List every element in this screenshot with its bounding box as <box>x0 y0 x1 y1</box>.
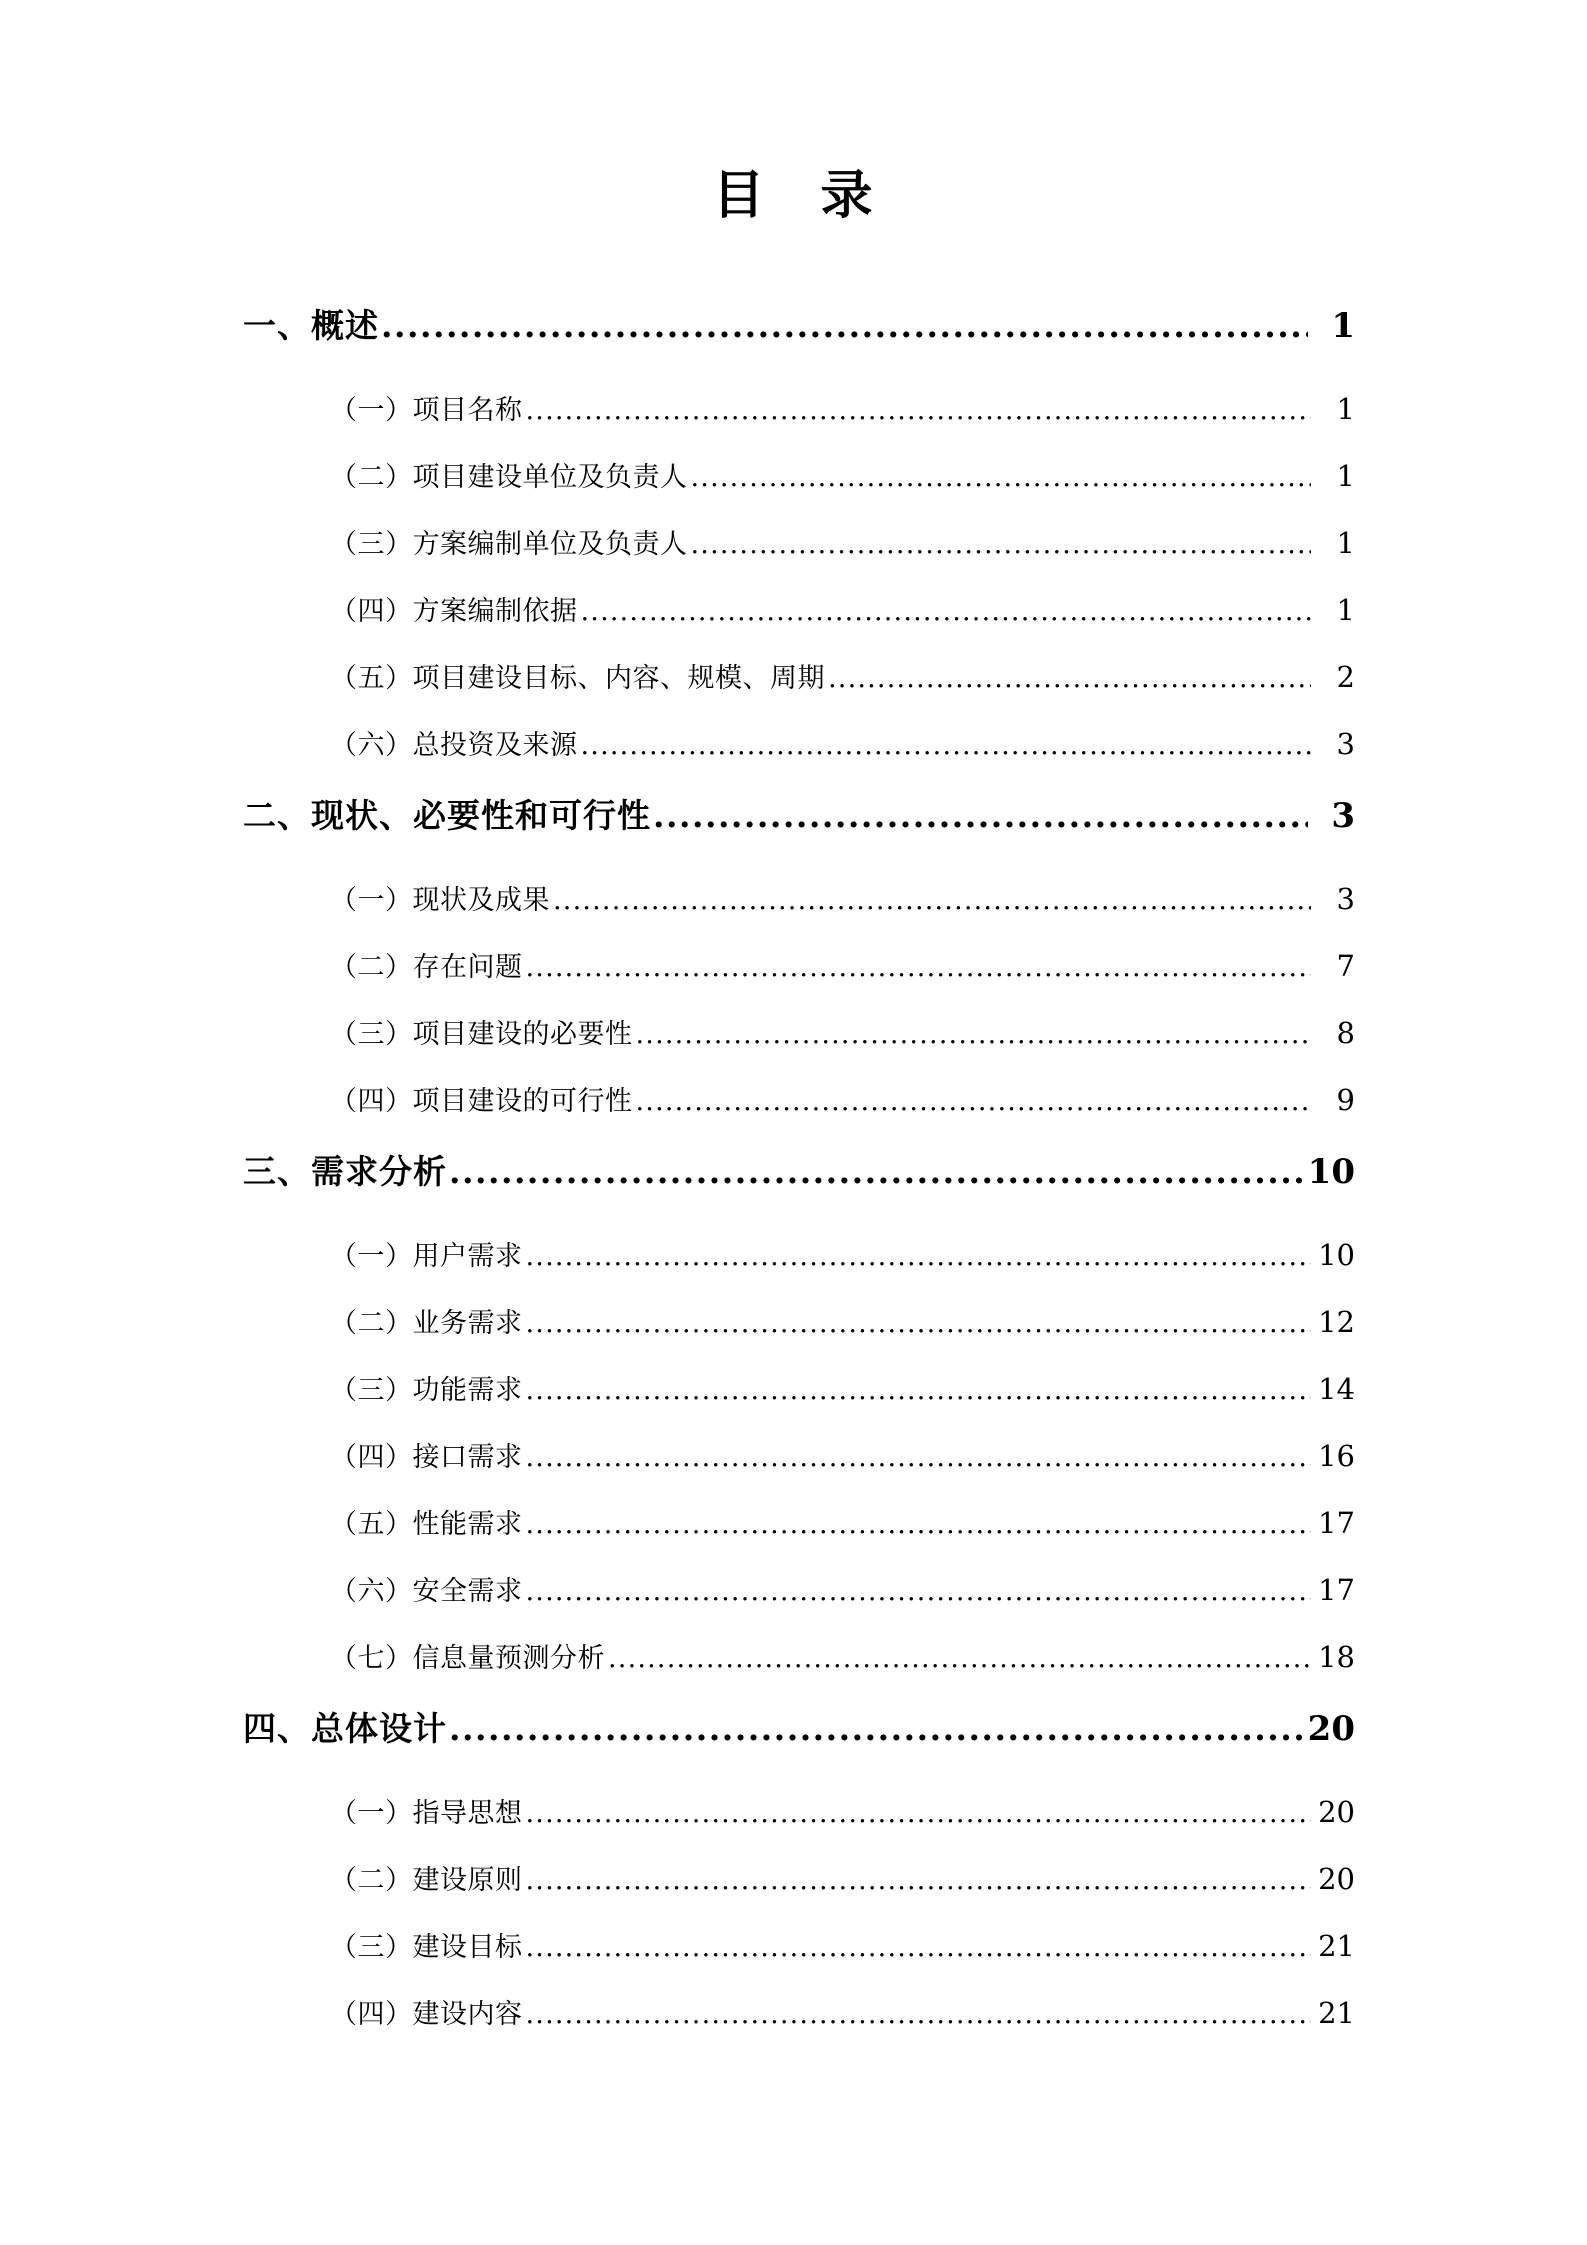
toc-entry-label: （六）安全需求 <box>330 1576 523 1607</box>
dot-leader <box>526 397 1312 424</box>
dot-leader <box>526 1578 1312 1605</box>
toc-entry-level-2[interactable] <box>0 1012 1587 1079</box>
toc-entry-level-2[interactable] <box>0 1858 1587 1925</box>
toc-entry-level-2[interactable] <box>0 1791 1587 1858</box>
toc-entry-level-1[interactable] <box>0 1146 1587 1234</box>
toc-entry-page-number: 3 <box>1336 882 1355 916</box>
dot-leader <box>449 1712 1307 1745</box>
dot-leader <box>636 1088 1312 1115</box>
dot-leader <box>828 665 1311 692</box>
toc-entry-label: （四）接口需求 <box>330 1442 523 1473</box>
toc-entry-level-1[interactable] <box>0 300 1587 388</box>
toc-entry-level-2[interactable] <box>0 1925 1587 1992</box>
toc-entry-page-number: 3 <box>1331 796 1355 836</box>
toc-entry-label: （四）方案编制依据 <box>330 596 578 627</box>
toc-entry-label: 三、需求分析 <box>243 1152 447 1191</box>
toc-entry-level-2[interactable] <box>0 1636 1587 1703</box>
dot-leader <box>526 1243 1312 1270</box>
toc-entry-level-2[interactable] <box>0 388 1587 455</box>
toc-entry-label: （三）方案编制单位及负责人 <box>330 529 688 560</box>
toc-entry-level-1[interactable] <box>0 790 1587 878</box>
dot-leader <box>526 1934 1312 1961</box>
toc-entry-page-number: 7 <box>1336 949 1355 983</box>
dot-leader <box>653 799 1308 832</box>
toc-entry-page-number: 1 <box>1331 306 1355 346</box>
toc-entry-label: （二）存在问题 <box>330 952 523 983</box>
toc-entry-level-2[interactable] <box>0 656 1587 723</box>
toc-entry-level-2[interactable] <box>0 455 1587 522</box>
toc-entry-level-2[interactable] <box>0 522 1587 589</box>
dot-leader <box>553 887 1311 914</box>
toc-entry-page-number: 10 <box>1307 1152 1355 1192</box>
toc-entry-label: （五）项目建设目标、内容、规模、周期 <box>330 663 825 694</box>
dot-leader <box>691 531 1312 558</box>
toc-entry-level-2[interactable] <box>0 1368 1587 1435</box>
toc-entry-label: （四）建设内容 <box>330 1999 523 2030</box>
dot-leader <box>526 1377 1312 1404</box>
toc-entry-level-2[interactable] <box>0 1502 1587 1569</box>
dot-leader <box>526 1310 1312 1337</box>
dot-leader <box>526 1867 1312 1894</box>
toc-entry-label: （二）建设原则 <box>330 1865 523 1896</box>
toc-entry-level-2[interactable] <box>0 723 1587 790</box>
dot-leader <box>449 1155 1307 1188</box>
toc-entry-level-2[interactable] <box>0 878 1587 945</box>
dot-leader <box>526 1800 1312 1827</box>
toc-entry-page-number: 14 <box>1318 1372 1355 1406</box>
toc-entry-level-2[interactable] <box>0 1301 1587 1368</box>
dot-leader <box>526 1511 1312 1538</box>
toc-entry-level-2[interactable] <box>0 1569 1587 1636</box>
toc-entry-label: （四）项目建设的可行性 <box>330 1086 633 1117</box>
toc-entry-level-2[interactable] <box>0 945 1587 1012</box>
toc-entry-label: 一、概述 <box>243 306 379 345</box>
dot-leader <box>608 1645 1311 1672</box>
dot-leader <box>691 464 1312 491</box>
toc-entry-page-number: 17 <box>1318 1506 1355 1540</box>
toc-entry-level-2[interactable] <box>0 1079 1587 1146</box>
toc-entry-page-number: 20 <box>1318 1862 1355 1896</box>
toc-entry-level-2[interactable] <box>0 1992 1587 2059</box>
toc-entry-label: （三）项目建设的必要性 <box>330 1019 633 1050</box>
toc-entry-page-number: 1 <box>1336 593 1355 627</box>
toc-entry-label: 二、现状、必要性和可行性 <box>243 796 651 835</box>
dot-leader <box>526 2001 1312 2028</box>
dot-leader <box>581 598 1312 625</box>
toc-entry-level-1[interactable] <box>0 1703 1587 1791</box>
dot-leader <box>636 1021 1312 1048</box>
toc-entry-label: （三）功能需求 <box>330 1375 523 1406</box>
toc-entry-level-2[interactable] <box>0 1234 1587 1301</box>
dot-leader <box>526 1444 1312 1471</box>
toc-entry-label: （六）总投资及来源 <box>330 730 578 761</box>
toc-entry-page-number: 2 <box>1336 660 1355 694</box>
toc-entry-label: （一）指导思想 <box>330 1798 523 1829</box>
toc-entry-page-number: 8 <box>1336 1016 1355 1050</box>
table-of-contents <box>0 300 1587 2059</box>
toc-entry-page-number: 1 <box>1336 526 1355 560</box>
toc-entry-page-number: 12 <box>1318 1305 1355 1339</box>
toc-entry-page-number: 1 <box>1336 392 1355 426</box>
toc-entry-label: （一）现状及成果 <box>330 885 550 916</box>
toc-entry-label: （五）性能需求 <box>330 1509 523 1540</box>
toc-entry-page-number: 1 <box>1336 459 1355 493</box>
toc-entry-page-number: 16 <box>1318 1439 1355 1473</box>
toc-entry-label: （三）建设目标 <box>330 1932 523 1963</box>
toc-entry-page-number: 20 <box>1307 1709 1355 1749</box>
toc-entry-page-number: 21 <box>1318 1996 1355 2030</box>
toc-entry-page-number: 20 <box>1318 1795 1355 1829</box>
toc-entry-page-number: 17 <box>1318 1573 1355 1607</box>
toc-entry-page-number: 10 <box>1318 1238 1355 1272</box>
toc-entry-label: （一）用户需求 <box>330 1241 523 1272</box>
dot-leader <box>526 954 1312 981</box>
toc-entry-level-2[interactable] <box>0 589 1587 656</box>
toc-entry-label: （二）项目建设单位及负责人 <box>330 462 688 493</box>
dot-leader <box>381 309 1308 342</box>
toc-entry-label: 四、总体设计 <box>243 1709 447 1748</box>
toc-entry-label: （一）项目名称 <box>330 395 523 426</box>
toc-entry-page-number: 18 <box>1318 1640 1355 1674</box>
toc-entry-page-number: 9 <box>1336 1083 1355 1117</box>
toc-entry-page-number: 21 <box>1318 1929 1355 1963</box>
toc-entry-page-number: 3 <box>1336 727 1355 761</box>
toc-entry-label: （七）信息量预测分析 <box>330 1643 605 1674</box>
toc-entry-level-2[interactable] <box>0 1435 1587 1502</box>
page-title: 目 录 <box>712 166 875 226</box>
dot-leader <box>581 732 1312 759</box>
toc-entry-label: （二）业务需求 <box>330 1308 523 1339</box>
